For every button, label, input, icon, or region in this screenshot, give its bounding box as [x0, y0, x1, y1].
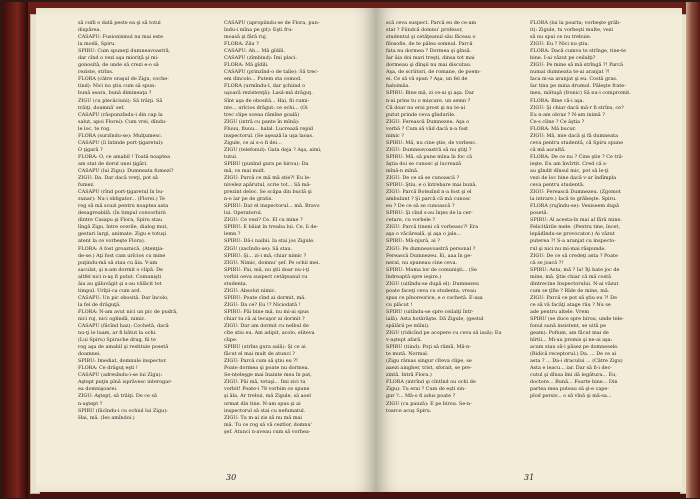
text-line: doctore... Bună... Foarte bine... Din [530, 379, 618, 386]
text-line: lepădîndu-se provocator.) Ai văzut [530, 231, 615, 238]
text-line: v-aştept afară. [386, 337, 422, 344]
text-line: gesturi largi, animate. Zigu e totuşi [78, 231, 167, 238]
text-line: nu-ţi le luam, ar fi bătut la ochi. [78, 330, 157, 337]
text-line: FLORA: Zău ? [224, 41, 259, 48]
text-line: SPIRU: Dă-i naibii. Ia stai jos Zigule. [224, 238, 315, 245]
text-line: studentul şi cetăţeanul său făceau o [386, 34, 476, 41]
text-line: că mă ascultă. [530, 146, 566, 153]
page-number-right: 31 [524, 473, 535, 482]
text-line: CASAPU (adresîndu-i-se lui Zigu): [78, 372, 163, 379]
text-line: cu plăcut ! [386, 301, 413, 308]
text-line: nimic ? [386, 132, 404, 139]
text-line: Iar tinu pe mina drumul. Păleşte frate- [530, 83, 626, 90]
text-line: CASAPU (apropiindu-se de Flora, pun- [224, 20, 320, 26]
text-line: vorbit! Poate-i 78 vorbim ce spune [224, 386, 310, 393]
text-line: SPIRU: Mă-njură, ai ? [386, 238, 440, 245]
text-line: ZIGU: Ferească Dumnezeu. Aşa o [386, 118, 470, 125]
text-line: lemn ? [224, 231, 241, 238]
text-line: SPIRU: Şi cînd s-au înţes de la cer- [386, 210, 473, 217]
text-line: dormeau şi dînşii nu mai discutau. [386, 62, 472, 69]
text-line: Zigu): Tu erai ? Cum de eşti sin- [386, 386, 466, 393]
text-line: doamnei. [78, 351, 101, 358]
text-line: ZIGU: Pe mine să mă strîngă ?! Parcă [530, 62, 624, 69]
text-line: em dincolo... Putem sta comod. [224, 76, 302, 83]
text-line: Se-nțeleşge mai înainte mea în pat, [224, 372, 312, 379]
text-line: SPIRU: Ştiu, e o întrebare mai bună. [386, 182, 477, 189]
text-line: scă ceva suspect. Parcă eu de ce-am [386, 20, 477, 26]
text-line: dintrecine Inspectorului. N-ai văzut [530, 280, 619, 287]
text-line: îndreaptă spre ieşire.) [386, 273, 442, 280]
text-line: acum stau să-i păsez pe domnesele. [530, 344, 619, 351]
text-line: ZIGU: Dar am dormit cu nelbul de [224, 323, 309, 330]
text-line: FLORA: Ce drăguţ eşti ! [78, 365, 138, 372]
right-page [376, 8, 682, 492]
book [2, 2, 700, 498]
text-line: CASAPU (făcînd haz): Cochetă, dacă [78, 323, 169, 330]
text-line: numai dumneata te-ai aranjat ?! [530, 69, 610, 76]
text-line: FLORA (intrînd şi cîntînd ou ochi de [386, 379, 476, 386]
text-line: CASAPU: Fusionismul nu mai este [78, 34, 163, 41]
text-line: (Lui Spiru) Spirache drag, fii te [78, 337, 156, 344]
text-line: SPIRU: Şi... zi-i mă, chiar nimic ? [224, 252, 307, 259]
text-line: hîrtii... Mi-au promis şi ne-ai aşa: [530, 337, 613, 344]
text-line: partea mea puteau să şi-e cape- [530, 386, 609, 393]
text-line: SPIRU: Pai, mă, nu ştii doar nu-i-ţi [224, 266, 310, 273]
text-line: ZIGU (telefonul): Gata deja ? Aşa, aimi, [224, 146, 322, 153]
text-line: ZIGU: Tu m-ai zis să nu mă mai [224, 414, 302, 421]
text-line: poate faceţi ceva cu studenta, vreau [386, 287, 477, 294]
text-line: ZIGU (intră cu pante în mînă): [224, 118, 300, 125]
text-line: FLORA (rujîndu-se): Veniseem după [530, 203, 620, 210]
text-line: SPIRU (strîns gura sală): Şi ce ai [224, 344, 306, 351]
text-line: SPIRU: Poate cînd ai dormit, mă. [224, 294, 306, 301]
text-line: Aştept puţin pînă isprăvesc interogar- [78, 379, 173, 386]
text-line: chiar tu că ai lecuşor ai dormit ? [224, 315, 305, 322]
text-line: stat ? Fiindcă domnu' profesor, [386, 27, 463, 34]
text-line: Aşa, de scriitori, de romane, de poem- [386, 69, 481, 76]
text-line: ZIGU: Parcă cum să ştiu eu ?! [224, 358, 298, 365]
text-line: Iar ăia doi mari treşti, dinsa tot mai [386, 55, 475, 62]
text-line: rul şi nici nu mi-mai răspunde. [530, 245, 606, 252]
text-line: posetă. [530, 210, 548, 217]
text-line: tind): Nici nu ştiu cum să spun: [78, 83, 156, 90]
text-line: că se joacă ?! [530, 259, 564, 266]
text-line: toarce acuş Spiru. [386, 407, 432, 414]
text-line: ZIGU: Parcă ce mă mă știe?! Eu le- [224, 175, 311, 182]
text-line: ZIGU (cu plecăciuni): Să trăiţi. Să [78, 97, 163, 104]
text-line: FLORA: A fost groaznică. (Atenţia- [78, 245, 164, 252]
text-line: ZIGU: Mă, mie dacă şi fă dumneata [530, 132, 618, 139]
text-line: ZIGU: Absolut nimic. [224, 287, 276, 294]
text-line: clipe. [224, 337, 238, 344]
text-line: ZIGU: Da ce? Eu !? Niciodată ! [224, 301, 301, 308]
text-line: spălării pe mîini). [386, 323, 430, 330]
text-line: FLORA: N-am avut nici un pic de pudră, [78, 308, 178, 315]
text-line: dar cînd o vezi aşa mioriţă şi mi- [78, 55, 159, 62]
text-line: mă. Tu ce rog să vă ceztlor, domnu' [224, 421, 312, 428]
text-line: FLORA: Bine că-i aşa. [530, 97, 585, 104]
text-line: Fluuu, fluuu... halal. Lucrează repid [224, 125, 314, 132]
text-line: ZIGU: De ce să credeţi asta ? Poate [530, 252, 618, 259]
text-line: rog să mă scuzi pentru noaptea asta [78, 203, 169, 210]
text-line: O ţigară ? [78, 146, 103, 153]
text-line: FLORA: De ce nu ? Cine ştie ? Ce tră- [530, 153, 624, 160]
text-line: zunar): Nu-i obligator... (Florei.) Te [78, 196, 166, 203]
text-line: vorbă ? Cum să văd dacă n-a fost [386, 125, 469, 132]
text-line: meu, mătuşă (Ironic) Să nu-i compromit. [530, 90, 631, 97]
text-line: ceva pentru studentă, că Spiru spune [530, 139, 623, 146]
text-line: ZIGU: Păi mă, totuşi... Îmi zici tu [224, 379, 306, 386]
text-line: ade pentru altele. Vrem [530, 308, 589, 315]
right-page-column-1 [386, 20, 524, 415]
text-line: nici ruj, nici oglindă, nimic. [78, 315, 146, 322]
text-line: geam): Pofium, am făcut mai de [530, 330, 609, 337]
text-line: (Ridică receptorul.) Da. ... De ce ai [530, 351, 617, 358]
text-line: mînă-n mînă. [386, 167, 419, 174]
text-line: făcut el mai mult de atunci ? [224, 351, 295, 358]
text-line: vezi de loc bine dacă v-ar îndîmpla [530, 175, 617, 182]
text-line: aaezi aingher, trist, sforait, se pre- [386, 365, 472, 372]
text-line: CASAPU (zîmbind): Îmi placi. [224, 55, 297, 62]
text-line: Felicitările mele. (Pentru tine, încet, [530, 224, 620, 231]
text-line: CASAPU (lui Zigu): Dumneata fumezi? [78, 167, 174, 174]
text-line: CASAPU (rînd port-ţigaretul în bu- [78, 189, 164, 196]
text-line: plod persiv... o să vînă şi mă-sa... [530, 393, 612, 400]
text-line: rog aşa de amabil şi restituie posetă [78, 344, 169, 351]
text-line: ăia au găluvăgit şi s-au vălăcit tot [78, 280, 162, 287]
text-line: la intrare.) Iacă te grăbeşte. Spiru. [530, 196, 617, 203]
text-line: ZIGU: Parcă tineni că vorbeasc?! Era [386, 224, 479, 231]
text-line: atent la ce vorbeşte Flora). [78, 238, 146, 245]
text-line: SPIRU (tiind): Poţi să rămîi, Mă-n- [386, 344, 471, 351]
text-line: ei. Ce să vă spun ? Aşa, un fel de [386, 76, 468, 83]
text-line: nivelez apărutul, scrie tot... Să mă- [224, 182, 311, 189]
text-line: lui. Operatorul. [224, 210, 263, 217]
text-line: la fel de drăguţă. [78, 301, 121, 308]
text-line: SPIRU (se duce spre birou, unde tele- [530, 315, 624, 322]
text-line: SPIRU (punînd gura pe birou): Da [224, 160, 309, 167]
book-cover-left-edge [2, 2, 28, 498]
text-line: să cufli o dată peste ea şi să totul [78, 20, 161, 26]
text-line: SPIRU: Imediat, domnule inspector. [78, 358, 167, 365]
text-line: şi ăla. Ar trebui, mă Zigule, să aoel [224, 393, 311, 400]
text-line: Zigule, ce ai s-o fi dei... [224, 139, 282, 146]
text-line: bună seara, bună dimineaţa ? [78, 90, 152, 97]
text-line: SPIRU (făcîndu-i cu ochiul lui Zigu): [78, 407, 168, 414]
text-line: CASAPU: Ah... Mă gîdili. [224, 48, 285, 55]
left-page-column-2 [224, 20, 362, 436]
text-line: SPIRU: Mă, să pune mîna în foc că [386, 153, 473, 160]
text-line: FLORA (lui la poarta; vorbeşte grăb- [530, 20, 621, 26]
text-line: studenta. [224, 280, 248, 287]
text-line: Că doar nu erai prost şi nu te-ai [386, 104, 466, 111]
text-line: fata nu dormea ? Dormea şi gînsă. [386, 48, 472, 55]
left-page [36, 8, 376, 492]
text-line: dispărea. [78, 27, 101, 34]
text-line: am stat de dorul unei ţigări. [78, 160, 148, 167]
text-line: ZIGU: Aştept, să trăiţi. De ce să [78, 393, 157, 400]
text-line: ZIGU: Parcă ce pot să ştiu eu ?! De [530, 294, 617, 301]
text-line: ZIGU (cu pauză): E pe birou. Se-n- [386, 400, 472, 407]
text-line: FLORA: O, ce amabil ! Toată noaptea [78, 153, 170, 160]
text-line: FLORA: Dacă cumva te strînge, tine-te [530, 48, 627, 55]
text-line: FLORA (către oraşul de Zigu, coche- [78, 76, 169, 83]
text-line: timpul. Urîţii-ca cum ard. [78, 287, 142, 294]
text-line: ambulant ? Şi parcă că mă cunosc [386, 196, 471, 203]
text-line: SPIRU: Mă, nu cine ştie, de vorbesc. [386, 139, 477, 146]
text-line: putut prinde ceva gîndurile. [386, 111, 456, 118]
text-line: saculat, şi n-am dormit o clipă. De [78, 266, 163, 273]
text-line: eu ? De ce să se cunoască ? [386, 203, 455, 210]
text-line: nte... urîcios drăgut: ce ochi... (Oi [224, 104, 308, 111]
book-cover-right-edge [686, 2, 700, 498]
text-line: trăiţi, doamnă' sef. [78, 104, 125, 111]
text-line: ZIGU: De ce să se cunoască ? [386, 175, 460, 182]
text-line: la modă, Spiru. [78, 41, 116, 48]
text-line: asta ? ... Da-i dracului ... (Către Zigu) [530, 358, 623, 365]
text-line: ZIGU: Ce vezi? Ce. El ca mine ? [224, 217, 303, 224]
text-line: Ce-s cîine ? Ce ăştia ? [530, 118, 585, 125]
text-line: Hai, mă. (Ies amîndoi.) [78, 414, 135, 421]
text-line: Eu n-am obraz ? N-am inimă ? [530, 111, 605, 118]
text-line: bine. I-ai văzut pe ceilalţi? [530, 55, 596, 62]
text-line: aşa o văcăreală, şi aşa o jale... [386, 231, 462, 238]
text-line: mă, ce mai mult. [224, 167, 266, 174]
text-line: uşoară rezistenţă): Lasă-mă drăguţ. [224, 90, 313, 97]
text-line: SPIRU: Dar el inspectorul... mă. Bravo [224, 203, 320, 210]
text-line: inspectorul să stai cu nefumatul. [224, 407, 306, 414]
text-line: haloimăs. [386, 83, 410, 90]
right-page-column-2 [530, 20, 668, 401]
text-line: neral, nu spuneau cine ceva. [386, 259, 458, 266]
text-line: ZIGU (zacîndu-se): Să stau. [224, 245, 293, 252]
text-line: ZIGU: Eu ? Nici nu ştiu. [530, 41, 590, 48]
text-line: te mută. Normal. [386, 351, 429, 358]
text-line: SPIRU: Păi bine mă, nu mi-ai spus [224, 308, 309, 315]
text-line: gur ?... Mă-o fi adus poate ? [386, 393, 456, 400]
text-line: lîngă Zigu, între ocerile, dialog mut, [78, 224, 168, 231]
text-line: Asta e leacu... iar. Dar să fi-i dec- [530, 365, 612, 372]
text-line: desagreabilă. (în timpul convorbirii [78, 210, 166, 217]
text-line: dintre Casapu şi Flora, Spiru stau [78, 217, 163, 224]
text-line: FLORA (urmîndu-l, dar şchiind o [224, 83, 306, 90]
text-line: ială). Asta hotărăşte. Dă Zigule, (gestul [386, 315, 484, 322]
text-line: n-o iar pe de gratis. [224, 196, 273, 203]
text-line: CASAPU (îi întinde port-ţigaretul): [78, 139, 164, 146]
text-line: cum se ţîfie ? Rîde de mine, mă. [530, 287, 610, 294]
text-line: cutul şi dînsa îmi dă legătura... Eu, [530, 372, 617, 379]
text-line: SPIRU: Al acesta-în mai al fără mine. [530, 217, 622, 224]
text-line: ZIGU: Dumneavoastră să nu ştiţi ? [386, 146, 472, 153]
text-line: vorbit oeva suspect cetăţeanul cu [224, 273, 308, 280]
left-page-column-1 [78, 20, 216, 422]
text-line: spus ce pînoreorice, e o cochetă. E-așa [386, 294, 483, 301]
text-line: puterea ?! S-a aranjat cu inspecto- [530, 238, 616, 245]
text-line: altfel nici n-aş fi putut. Comunişti [78, 273, 162, 280]
text-line: CASAPU (răspunzîndu-i din cap la [78, 111, 163, 118]
text-line: reziste, strîns. [78, 69, 114, 76]
text-line: fonul sună insistent, se uită pe [530, 323, 606, 330]
text-line: ZIGU: Pe dumneavoastră personal ? [386, 245, 476, 252]
text-line: FLORA (surzîndu-se): Mulţumesc. [78, 132, 163, 139]
text-line: SPIRU (uitîndu-se spre ceilalţi într- [386, 308, 474, 315]
text-line: ZIGU: Şi chiar dacă mă-r fi strîns, ce? [530, 104, 624, 111]
text-line: ZIGU (ridicînd pe acopere cu ceva să iasă): Eu [386, 330, 502, 337]
text-line: au gîndit dînsul mic, pot să le-ţi [530, 167, 609, 174]
text-line: şef. Atunci n-aveau cum să vorbea- [224, 428, 311, 435]
text-line: (Zigu rămas singur cîteva clipe, se [386, 358, 472, 365]
text-line: CASAPU: Un pic obosită. Dar încolo, [78, 294, 169, 301]
text-line: n-ai prins tu o mișcare, un semn ? [386, 97, 471, 104]
text-line: ZIGU (uitîndu-se după el): Dumnezeu [386, 280, 479, 287]
text-line: ceva pentru studentă. [530, 182, 585, 189]
text-line: Iaca m-sa aranjat şi eu. Costă gras. [530, 76, 618, 83]
text-line: puţindu-mă să stau cu ăia. V-am [78, 259, 158, 266]
text-line: salut, apoi Florei): Cum vrei, dîndu- [78, 118, 167, 125]
page-number-left: 30 [226, 473, 237, 482]
text-line: le loc, te rog. [78, 125, 111, 132]
text-line: de-se.) Aţi fost cam urîcios cu mine [78, 252, 166, 259]
text-line: ZIGU: Parcă Botezînd n-a fost şi el [386, 189, 472, 196]
text-line: îndu-i mîna pe git): Eşti fru- [224, 27, 294, 34]
text-line: mine, mă. Ştie chiar că mă costă [530, 273, 611, 280]
text-line: SPIRU: E băiat în treaba lui. Ce, îi de- [224, 224, 319, 231]
text-line: CASAPU (prinzînd-o de talie): Să trec- [224, 69, 319, 76]
text-line: cîte stiu eu. Am adipit, acolo, eliteva [224, 330, 315, 337]
text-line: Poate dormea şi poate nu dormea. [224, 365, 310, 372]
text-line: trec clipe scena rămîne goală) [224, 111, 300, 118]
text-line: ZIGU: Nimic, domnu' şef. Pe ochii mei. [224, 259, 321, 266]
text-line: SPIRU: Asta, mă ? Ia! Îţi bate joc de [530, 266, 620, 273]
text-line: moasă şi fără ruj. [224, 34, 268, 41]
text-line: prezint deloc. Se scăpa din buclă şi [224, 189, 312, 196]
text-line: Ferească Dumnezeu. Ei, aaa în ge- [386, 252, 472, 259]
text-line: tutui. [224, 153, 238, 160]
text-line: fumez. [78, 182, 95, 189]
text-line: ăştia doi se cunosc şi lucrează [386, 160, 462, 167]
text-line: ea domnişoarei. [78, 386, 118, 393]
text-line: cetare, cu vorbele ? [386, 217, 436, 224]
text-line: FLORA: Mă bucur. [530, 125, 577, 132]
text-line: ZIGU: Ferească Dumnezeu. (Zgomot [530, 189, 621, 196]
text-line: inspectorul. (Se aşează la uşa laoas. [224, 132, 314, 139]
text-line: it): Zigule, tu vorbeşti multe, vezi [530, 27, 613, 34]
text-line: ZIGU: Da. Dar dacă vreţi, pot să [78, 175, 158, 182]
text-line: ce să vă facăţi atage rău ? Nu se [530, 301, 611, 308]
text-line: Sînt aşa de obosită... Hai, fii cumi- [224, 97, 310, 104]
text-line: gonosită, de unde să crezi e-o să [78, 62, 159, 69]
text-line: zintă. Intră Flora.) [386, 372, 432, 379]
text-line: SPIRU: Cum spuneţi dumneavoastră, [78, 48, 171, 55]
text-line: să nu spui ce nu trebuie. [530, 34, 592, 41]
text-line: SPIRU: Mama lor de comunişti... (Se [386, 266, 478, 273]
text-line: urmat din tine. N-am spus şi ai [224, 400, 301, 407]
text-line: ieşte. Eu am învîrtit. Cred că s- [530, 160, 608, 167]
text-line: FLORA: Mă gîdili. [224, 62, 269, 69]
text-line: filosofie, de te pâlea somnul. Parcă [386, 41, 473, 48]
text-line: n-aştept ? [78, 400, 103, 407]
text-line: SPIRU: Bine mă, zi ce-ai şi aşa. Dar [386, 90, 475, 97]
